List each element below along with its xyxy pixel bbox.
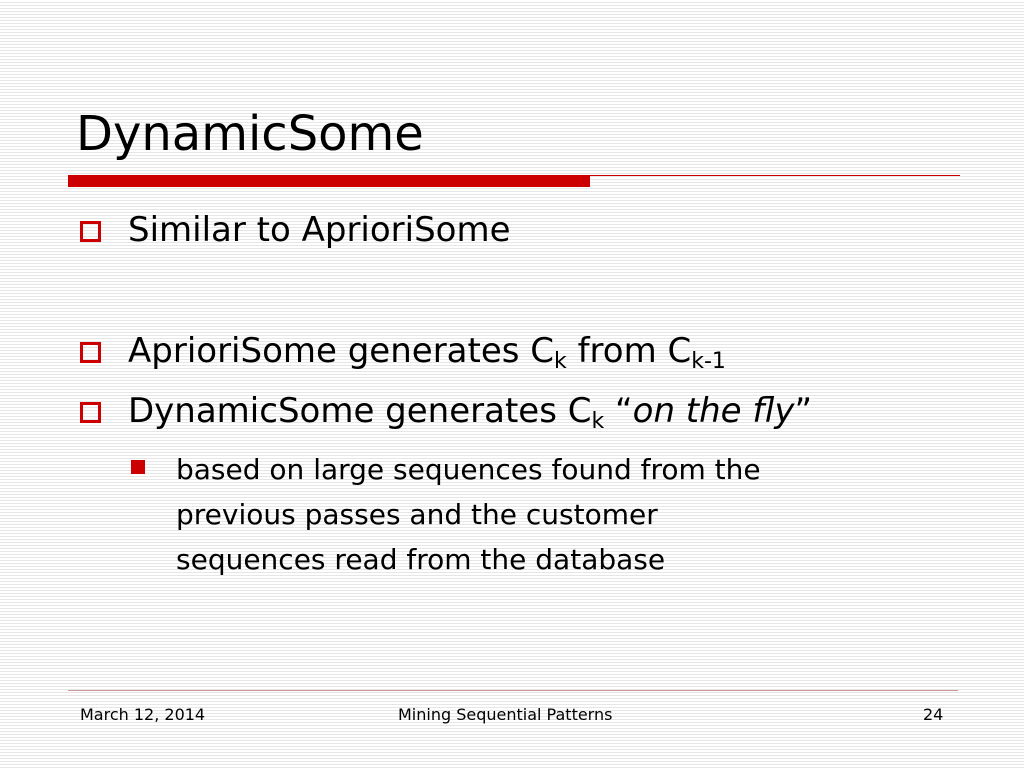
hollow-square-bullet-icon xyxy=(80,221,101,242)
title-accent-bar xyxy=(68,175,590,187)
italic-on-the-fly: on the fly xyxy=(632,391,795,431)
bullet-apriorisome-generates xyxy=(128,331,726,374)
bullet-text-post: ” xyxy=(794,391,813,431)
bullet-text-mid: from C xyxy=(566,331,692,371)
subbullet-line-3: sequences read from the database xyxy=(176,543,666,576)
bullet-similar xyxy=(128,210,511,250)
title-accent-line xyxy=(590,175,960,176)
footer-date: March 12, 2014 xyxy=(80,705,206,724)
bullet-text: Similar to AprioriSome xyxy=(128,210,511,250)
footer-divider xyxy=(68,690,958,691)
footer-topic: Mining Sequential Patterns xyxy=(398,705,613,724)
bullet-text-mid: “ xyxy=(604,391,633,431)
bullet-dynamicsome-generates xyxy=(128,391,813,434)
hollow-square-bullet-icon xyxy=(80,342,101,363)
hollow-square-bullet-icon xyxy=(80,402,101,423)
bullet-text: AprioriSome generates C xyxy=(128,331,555,371)
subbullet-line-2: previous passes and the customer xyxy=(176,498,658,531)
subscript-k: k xyxy=(554,349,567,374)
subscript-k-minus-1: k-1 xyxy=(691,349,726,374)
subbullet-line-1: based on large sequences found from the xyxy=(176,453,761,486)
footer-page-number: 24 xyxy=(923,705,944,724)
bullet-text: DynamicSome generates C xyxy=(128,391,592,431)
filled-square-bullet-icon xyxy=(131,460,145,474)
subscript-k: k xyxy=(591,409,605,434)
slide-title: DynamicSome xyxy=(76,106,424,162)
